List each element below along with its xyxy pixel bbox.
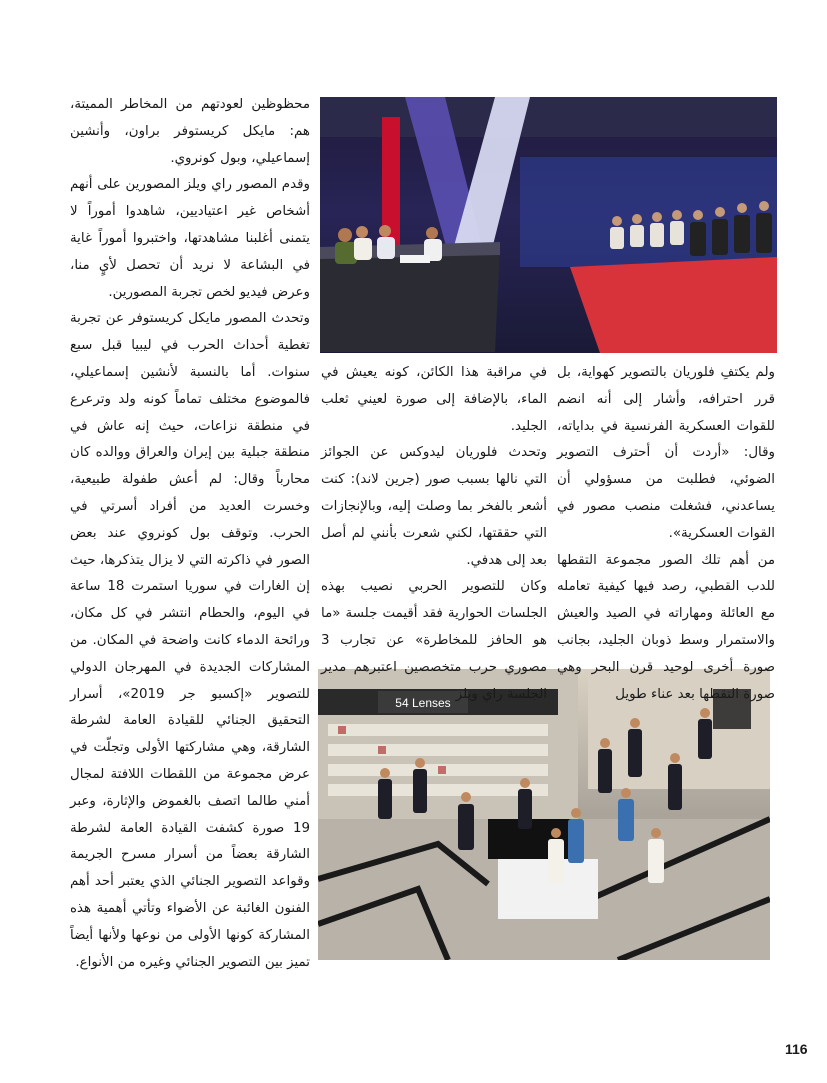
expo-booth-sign: 54 Lenses <box>395 696 451 710</box>
paragraph: في مراقبة هذا الكائن، كونه يعيش في الماء، بالإضافة إلى صورة لعيني ثعلب الجليد. <box>321 365 547 434</box>
expo-hall-photo <box>318 669 770 960</box>
paragraph: وتحدث فلوريان ليدوكس عن الجوائز التي نالها بسبب صور (جرين لاند): كنت أشعر بالفخر بما وصلت إليه، وبالإنجازات التي حققتها، لكني شعرت بأنني لم أصل بعد إلى هدفي. <box>321 445 547 568</box>
paragraph: وتحدث المصور مايكل كريستوفر عن تجربة تغطية أحداث الحرب في ليبيا قبل سبع سنوات. أما بالنسبة لأنشين إسماعيلي، فالموضوع مختلف تماماً كونه ولد وترعرع في منطقة نزاعات، حيث إنه عاش في منطقة جبلية بين إيران والعراق ووالده كان محارباً وقال: لم أعش طفولة طبيعية، وخسرت العديد من أفراد أسرتي في الحرب. وتوقف بول كونروي عند بعض الصور في ذاكرته التي لا يزال يتذكرها، حيث إن الغارات في سوريا استمرت 18 ساعة في اليوم، والحطام انتشر في كل مكان، ورائحة الدماء كانت واضحة في المكان. من المشاركات الجديدة في المهرجان الدولي للتصوير «إكسبو جر 2019»، أسرار التحقيق الجنائي للقيادة العامة لشرطة الشارقة، وهي مشاركتها الأولى وتجلّت في عرض مجموعة من اللقطات اللافتة لمجال أمني طالما اتصف بالغموض والإثارة، وعبر 19 صورة كشفت القيادة العامة لشرطة الشارقة بعضاً من أسرار مسرح الجريمة وقواعد التصوير الجنائي الذي يعتبر أحد أهم الفنون الغائبة عن الأضواء وتأتي أهمية هذه المشاركة كونها الأولى من نوعها ولأنها أيضاً تميز بين التصوير الجنائي وغيره من الأنواع. <box>70 311 311 970</box>
paragraph: محظوظين لعودتهم من المخاطر المميتة، هم: مايكل كريستوفر براون، وأنشين إسماعيلي، وبول كونروي. <box>70 97 310 166</box>
article-column-right <box>557 360 775 708</box>
panel-discussion-photo <box>320 97 777 353</box>
article-column-middle <box>321 360 547 708</box>
expo-hall-illustration <box>318 669 770 960</box>
paragraph: ولم يكتفِ فلوريان بالتصوير كهواية، بل قرر احترافه، وأشار إلى أنه انضم للقوات العسكرية الفرنسية في بداياته، وقال: «أردت أن أحترف التصوير الضوئي، فطلبت من مسؤولي أن يساعدني، فشغلت منصب مصور في القوات العسكرية». <box>557 365 775 541</box>
panel-discussion-illustration <box>320 97 777 353</box>
paragraph: وقدم المصور راي ويلز المصورين على أنهم أشخاص غير اعتياديين، شاهدوا أموراً لا يتمنى أغلبنا مشاهدتها، واختبروا أموراً غاية في البشاعة لا نريد أن تحصل لأيٍ منا، وعرض فيديو لخص تجربة المصورين. <box>70 177 310 300</box>
paragraph: وكان للتصوير الحربي نصيب بهذه الجلسات الحوارية فقد أقيمت جلسة «ما هو الحافز للمخاطرة» عن تجارب 3 مصوري حرب متخصصين اعتبرهم مدير الجلسة راي ويلز <box>321 579 547 702</box>
article-column-left <box>70 92 310 976</box>
paragraph: من أهم تلك الصور مجموعة التقطها للدب القطبي، رصد فيها كيفية تعامله مع العائلة ومهاراته في الصيد والعيش والاستمرار وسط ذوبان الجليد، بجانب صورة أخرى لوحيد قرن البحر وهي صورة التقطها بعد عناء طويل <box>557 552 775 702</box>
page-number: 116 <box>785 1041 808 1057</box>
